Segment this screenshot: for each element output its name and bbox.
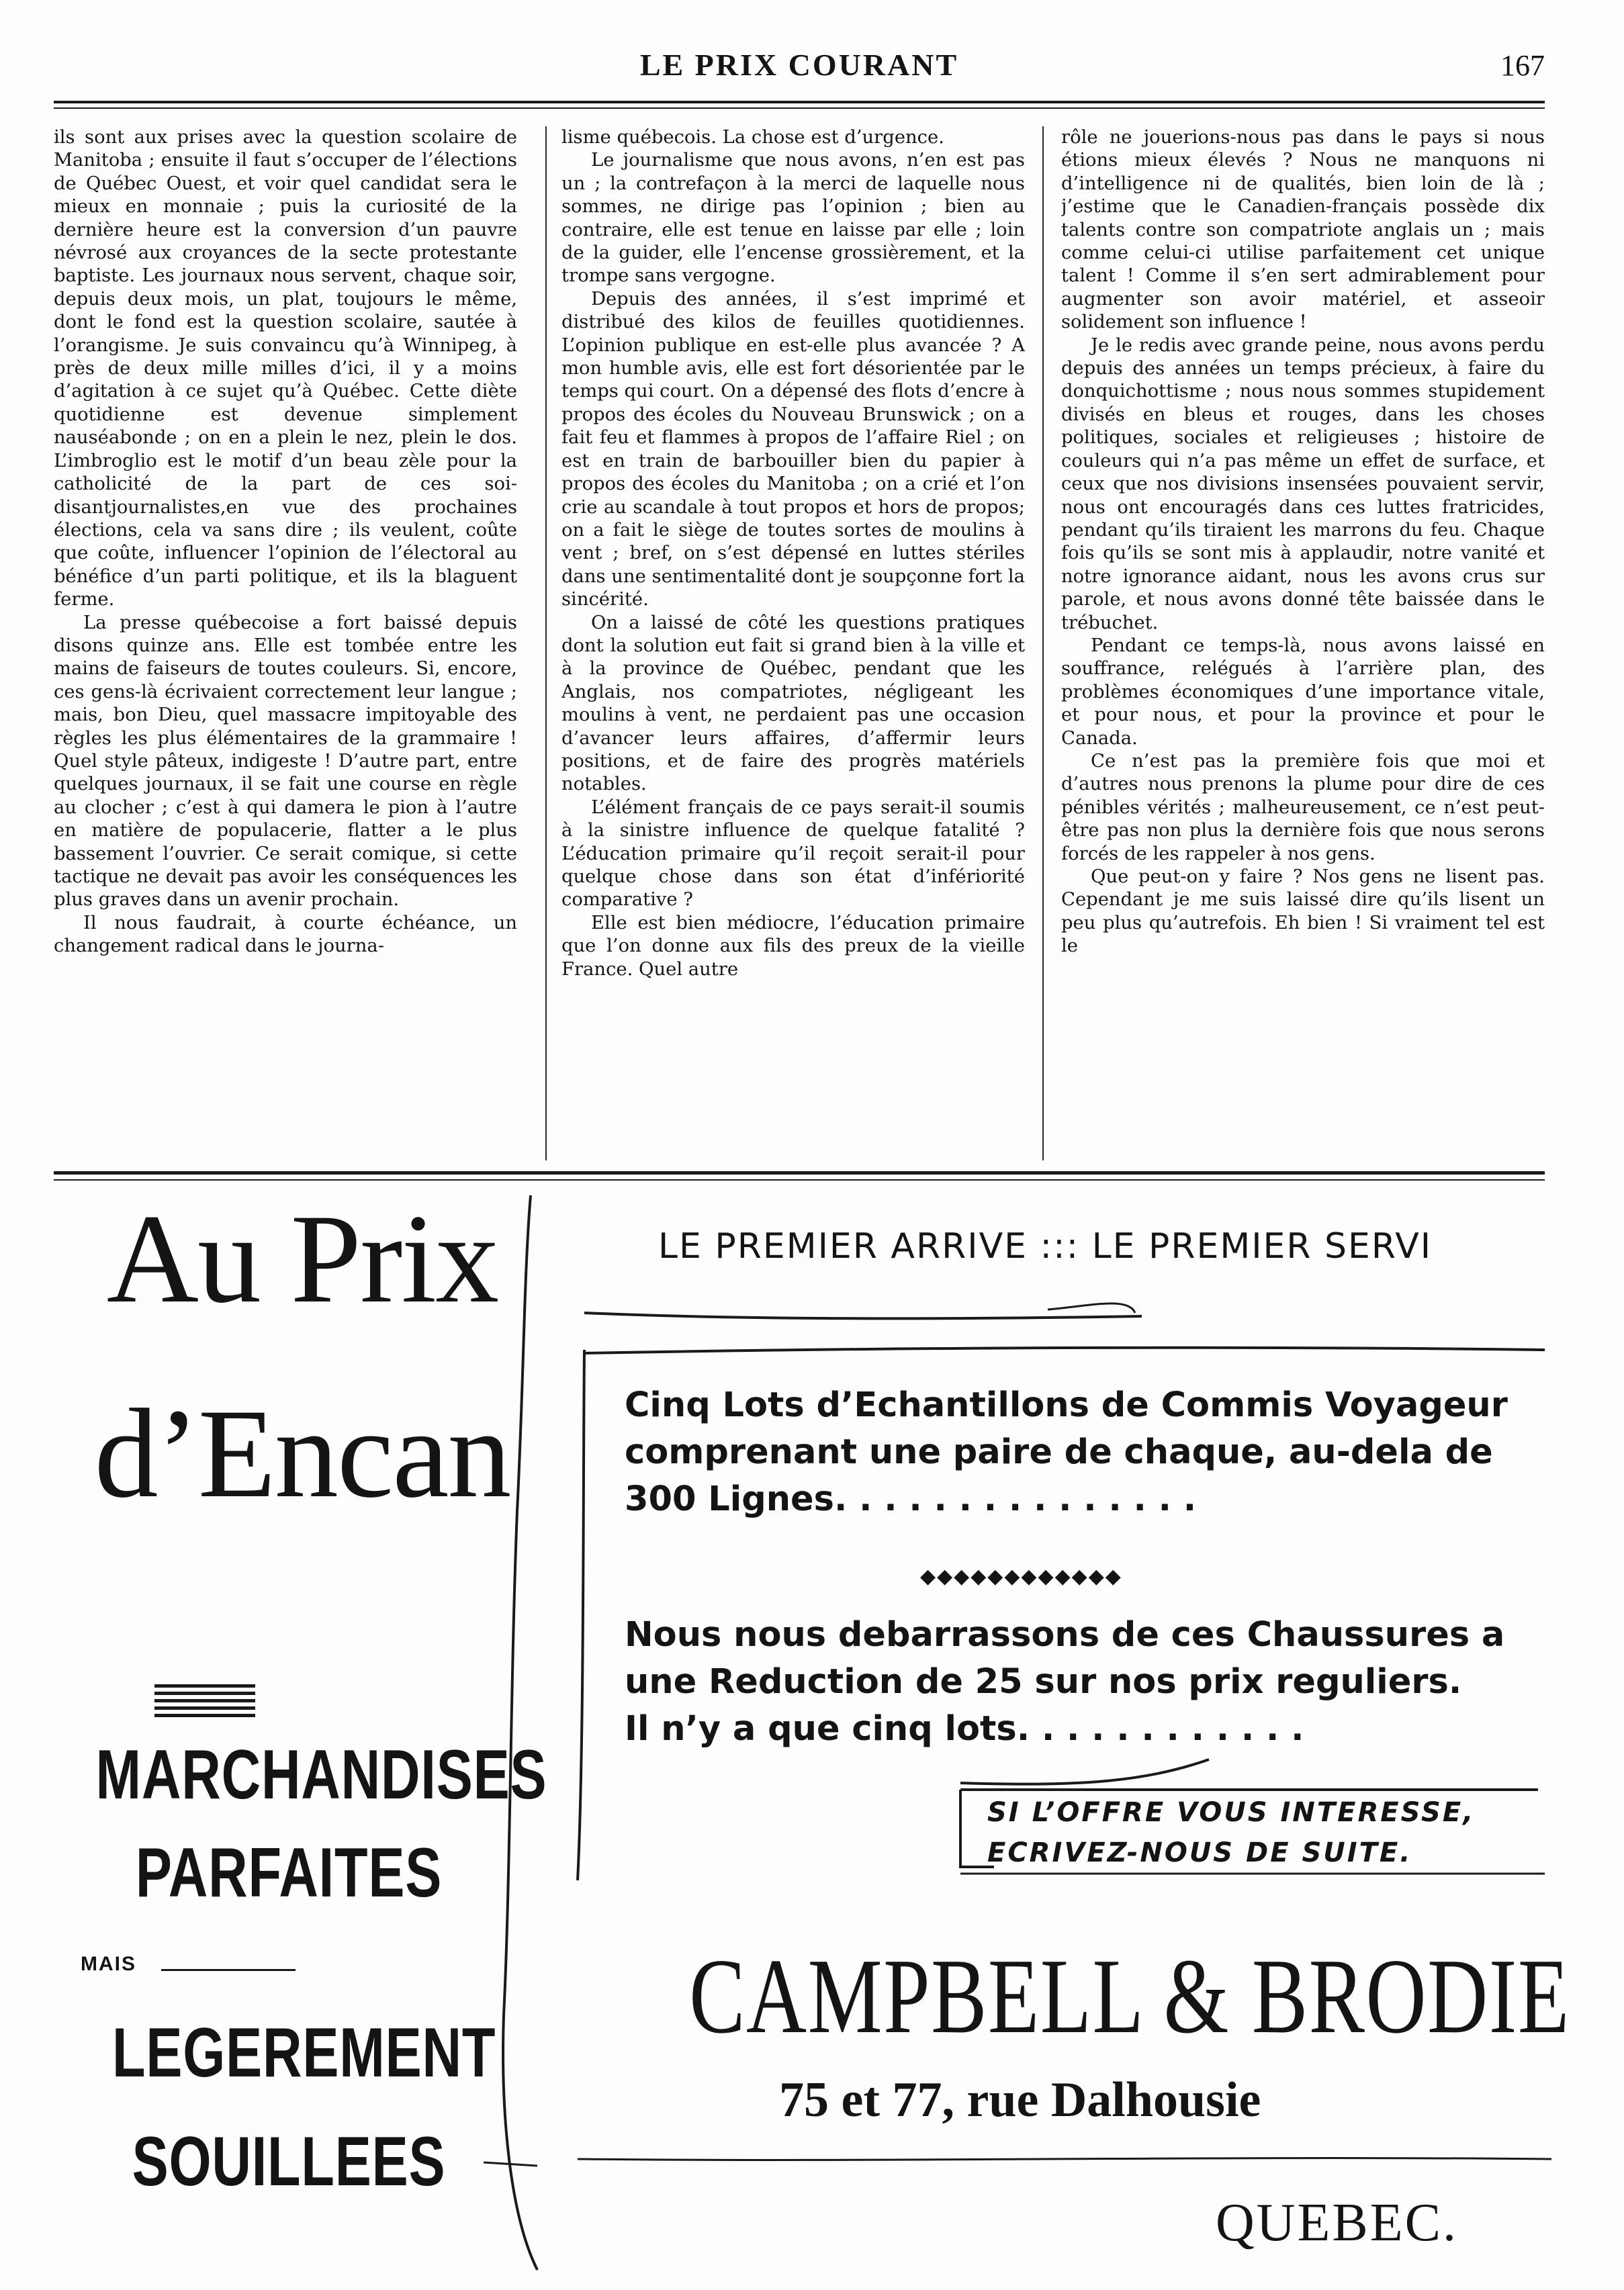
paragraph: Je le redis avec grande peine, nous avons perdu depuis des années un temps précieux, à faire du donquichottisme ; nous nous sommes stupidement divisés en bleus et rouges, dans les choses politiques, sociales et religieuses ; histoire de couleurs qui n’a pas même un effet de surface, et ceux que nos divisions insensées pouvaient servir, nous ont encouragés dans ces luttes fratricides, pendant qu’ils tiraient les marrons du feu. Chaque fois qu’ils se sont mis à applaudir, notre vanité et notre ignorance aidant, nous les avons crus sur parole, et nous avons donné tête baissée dans le trébuchet. <box>1061 334 1545 633</box>
paragraph: ils sont aux prises avec la question scolaire de Manitoba ; ensuite il faut s’occuper de l’élections de Québec Ouest, et voir quel candidat sera le mieux en monnaie ; puis la curiosité de la dernière heure est la conversion d’un pauvre névrosé aux croyances de la secte protestante baptiste. Les journaux nous servent, chaque soir, depuis deux mois, un plat, toujours le même, dont le fond est la question scolaire, sautée à l’orangisme. Je suis convaincu qu’à Winnipeg, à près de deux mille milles d’ici, il y a moins d’agitation à ce sujet qu’à Québec. Cette diète quotidienne est devenue simplement nauséabonde ; on en a plein le nez, plein le dos. L’imbroglio est le motif d’un beau zèle pour la catholicité de la part de ces soi-disantjournalistes,en vue des prochaines élections, cela va sans dire ; ils veulent, coûte que coûte, influencer l’opinion de l’électoral au bénéfice d’un parti politique, et ils la blaguent ferme. <box>54 127 517 610</box>
offer-1-line-3: 300 Lignes. . . . . . . . . . . . . . . <box>625 1479 1197 1519</box>
paragraph: rôle ne jouerions-nous pas dans le pays si nous étions mieux élevés ? Nous ne manquons ni d’intelligence ni de qualités, bien loin de là ; j’estime que le Canadien-français possède dix talents contre son compatriote anglais un ; mais comme celui-ci utilise parfaitement cet unique talent ! Comme il s’en sert admirablement pour augmenter son avoir matériel, et asseoir solidement son influence ! <box>1061 127 1545 333</box>
page-number: 167 <box>1500 49 1545 82</box>
offer-2-line-2: une Reduction de 25 sur nos prix reguliers. <box>625 1662 1462 1702</box>
paragraph: On a laissé de côté les questions pratiques dont la solution eut fait si grand bien à la ville et à la province de Québec, pendant que les Anglais, nos compatriotes, négligeant les moulins à vent, ne perdaient pas une occasion d’avancer leurs affaires, d’affermir leurs positions, et de faire des progrès matériels notables. <box>561 612 1025 795</box>
advert-legerement: LEGEREMENT <box>112 2014 496 2092</box>
call-to-action-line-1: SI L’OFFRE VOUS INTERESSE, <box>987 1797 1476 1828</box>
advert-souillees: SOUILLEES <box>132 2123 446 2201</box>
offer-2-line-3: Il n’y a que cinq lots. . . . . . . . . . . . <box>625 1709 1304 1749</box>
paragraph: lisme québecois. La chose est d’urgence. <box>561 127 944 148</box>
offer-1-line-2: comprenant une paire de chaque, au-dela de <box>625 1432 1493 1472</box>
advert-first-come-heading: LE PREMIER ARRIVE ::: LE PREMIER SERVI <box>658 1226 1433 1267</box>
advert-marchandises: MARCHANDISES <box>95 1736 547 1814</box>
company-name: CAMPBELL & BRODIE <box>689 1936 1570 2056</box>
company-address: 75 et 77, rue Dalhousie <box>779 2072 1261 2127</box>
advert-headline-encan: d’Encan <box>94 1383 510 1524</box>
advert-mais: MAIS <box>81 1953 136 1975</box>
paragraph: Ce n’est pas la première fois que moi et d’autres nous prenons la plume pour dire de ces pénibles vérités ; malheureusement, ce n’est peut-être pas non plus la dernière fois que nous serons forcés de les rappeler à nos gens. <box>1061 750 1545 864</box>
paragraph: Le journalisme que nous avons, n’en est pas un ; la contrefaçon à la merci de laquelle nous sommes, ne dirige pas l’opinion ; bien au contraire, elle est tenue en laisse par elle ; loin de la guider, elle l’encense grossièrement, et la trompe sans vergogne. <box>561 150 1025 287</box>
paragraph: Depuis des années, il s’est imprimé et distribué des kilos de feuilles quotidiennes. L’opinion publique en est-elle plus avancée ? A mon humble avis, elle est fort désorientée par le temps qui court. On a dépensé des flots d’encre à propos des écoles du Nouveau Brunswick ; on a fait feu et flammes à propos de l’affaire Riel ; on est en train de barbouiller bien du papier à propos des écoles du Manitoba ; on a crié et l’on crie au scandale à tout propos et hors de propos; on a fait le siège de toutes sortes de moulins à vent ; bref, on s’est dépensé en luttes stériles dans une sentimentalité dont je soupçonne fort la sincérité. <box>561 288 1025 610</box>
paragraph: Pendant ce temps-là, nous avons laissé en souffrance, relégués à l’arrière plan, des problèmes économiques d’une importance vitale, et pour nous, et pour la province et pour le Canada. <box>1061 635 1545 749</box>
advert-headline-au-prix: Au Prix <box>106 1189 498 1330</box>
paragraph: Il nous faudrait, à courte échéance, un changement radical dans le journa- <box>54 912 517 957</box>
advert-parfaites: PARFAITES <box>135 1834 443 1912</box>
offer-2-line-1: Nous nous debarrassons de ces Chaussures a <box>625 1615 1505 1655</box>
publication-title: LE PRIX COURANT <box>639 48 959 82</box>
diamond-ornament-icon: ◆◆◆◆◆◆◆◆◆◆◆◆ <box>920 1565 1122 1588</box>
paragraph: Que peut-on y faire ? Nos gens ne lisent pas. Cependant je me suis laissé dire qu’ils lisent un peu plus qu’autrefois. Eh bien ! Si vraiment tel est le <box>1061 866 1545 957</box>
paragraph: La presse québecoise a fort baissé depuis disons quinze ans. Elle est tombée entre les mains de faiseurs de toutes couleurs. Si, encore, ces gens-là écrivaient correctement leur langue ; mais, bon Dieu, quel massacre impitoyable des règles les plus élémentaires de la grammaire ! Quel style pâteux, indigeste ! D’autre part, entre quelques journaux, il se fait une course en règle au clocher ; c’est à qui damera le pion à l’autre en matière de populacerie, flatter a le plus bassement l’ouvrier. Ce serait comique, si cette tactique ne devait pas avoir les conséquences les plus graves dans un avenir prochain. <box>54 612 517 911</box>
paragraph: Elle est bien médiocre, l’éducation primaire que l’on donne aux fils des preux de la vieille France. Quel autre <box>561 912 1025 980</box>
offer-1-line-1: Cinq Lots d’Echantillons de Commis Voyageur <box>625 1385 1508 1425</box>
call-to-action-line-2: ECRIVEZ-NOUS DE SUITE. <box>987 1837 1412 1868</box>
company-city: QUEBEC. <box>1216 2193 1458 2252</box>
paragraph: L’élément français de ce pays serait-il soumis à la sinistre influence de quelque fatalité ? L’éducation primaire qu’il reçoit serait-il pour quelque chose dans son état d’infériorité comparative ? <box>561 796 1025 911</box>
